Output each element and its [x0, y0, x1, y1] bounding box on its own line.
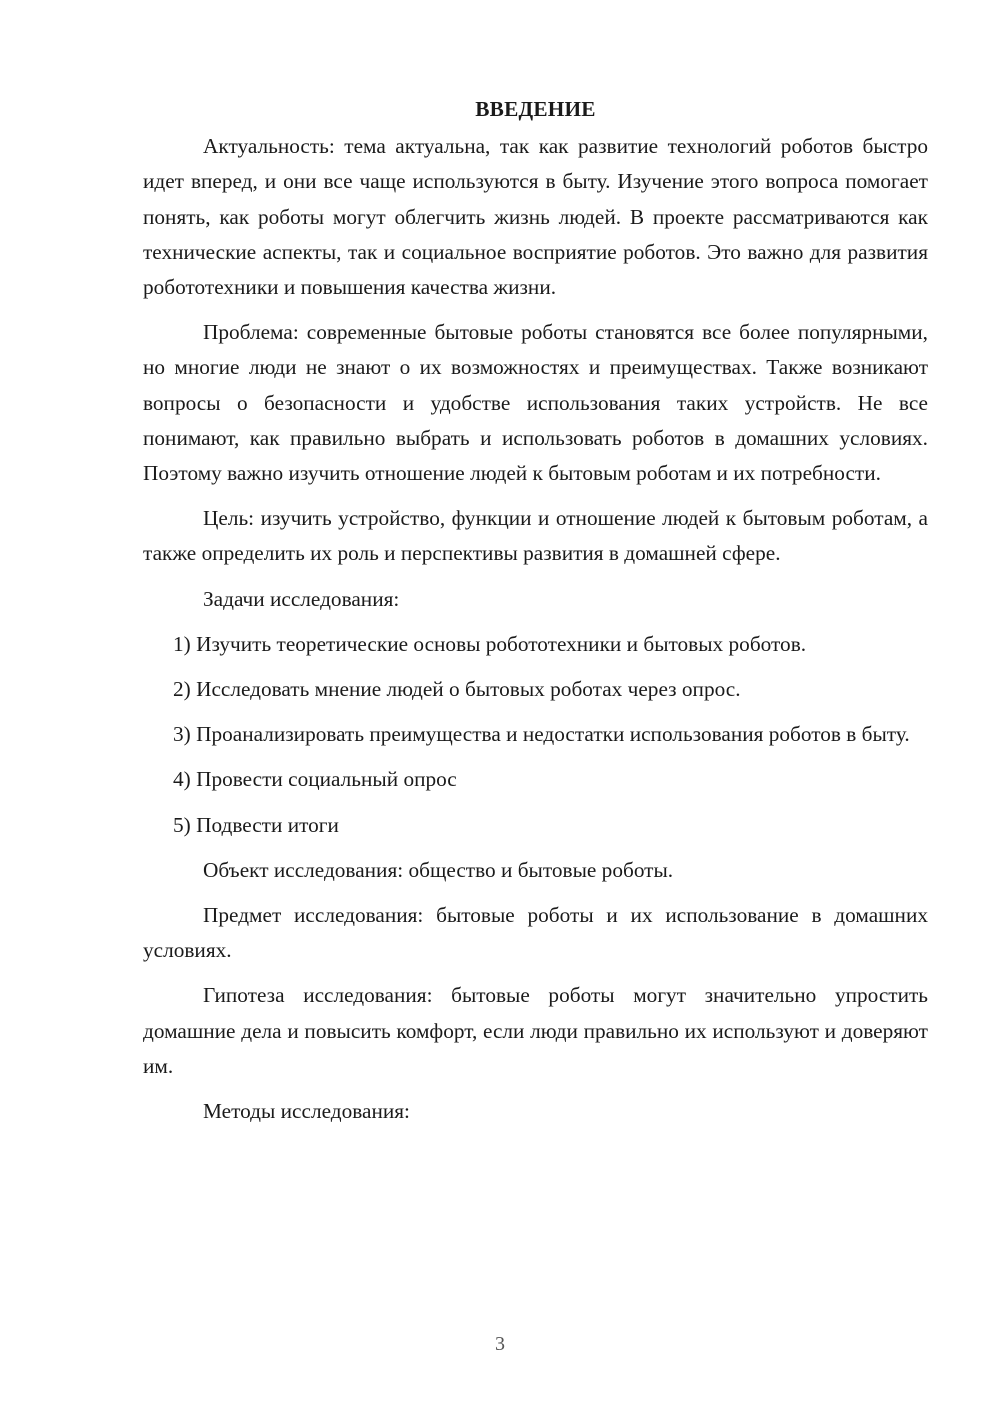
- paragraph-goal: Цель: изучить устройство, функции и отношение людей к бытовым роботам, а также определить их роль и перспективы развития в домашней сфере.: [143, 506, 928, 566]
- list-item: 2) Исследовать мнение людей о бытовых роботах через опрос.: [173, 677, 741, 702]
- page-number: 3: [495, 1333, 505, 1355]
- methods-title: Методы исследования:: [203, 1099, 410, 1124]
- paragraph-object: Объект исследования: общество и бытовые роботы.: [203, 857, 674, 882]
- paragraph-subject: Предмет исследования: бытовые роботы и их использование в домашних условиях.: [143, 903, 928, 963]
- section-heading: ВВЕДЕНИЕ: [475, 97, 596, 121]
- list-item: 5) Подвести итоги: [173, 812, 339, 837]
- tasks-title: Задачи исследования:: [203, 586, 400, 611]
- page-body: [143, 92, 928, 1139]
- list-item: 1) Изучить теоретические основы робототехники и бытовых роботов.: [173, 631, 807, 656]
- paragraph-problem: Проблема: современные бытовые роботы становятся все более популярными, но многие люди не знают о их возможностях и преимуществах. Также возникают вопросы о безопасности и удобстве использования таких устройств. Не все понимают, как правильно выбрать и использовать роботов в домашних условиях. Поэтому важно изучить отношение людей к бытовым роботам и их потребности.: [143, 320, 928, 486]
- list-item: 3) Проанализировать преимущества и недостатки использования роботов в быту.: [173, 722, 910, 747]
- paragraph-hypothesis: Гипотеза исследования: бытовые роботы могут значительно упростить домашние дела и повысить комфорт, если люди правильно их используют и доверяют им.: [143, 983, 928, 1078]
- paragraph-relevance: Актуальность: тема актуальна, так как развитие технологий роботов быстро идет вперед, и они все чаще используются в быту. Изучение этого вопроса помогает понять, как роботы могут облегчить жизнь людей. В проекте рассматриваются как технические аспекты, так и социальное восприятие роботов. Это важно для развития робототехники и повышения качества жизни.: [143, 134, 928, 300]
- tasks-list: [143, 627, 928, 843]
- list-item: 4) Провести социальный опрос: [173, 767, 457, 792]
